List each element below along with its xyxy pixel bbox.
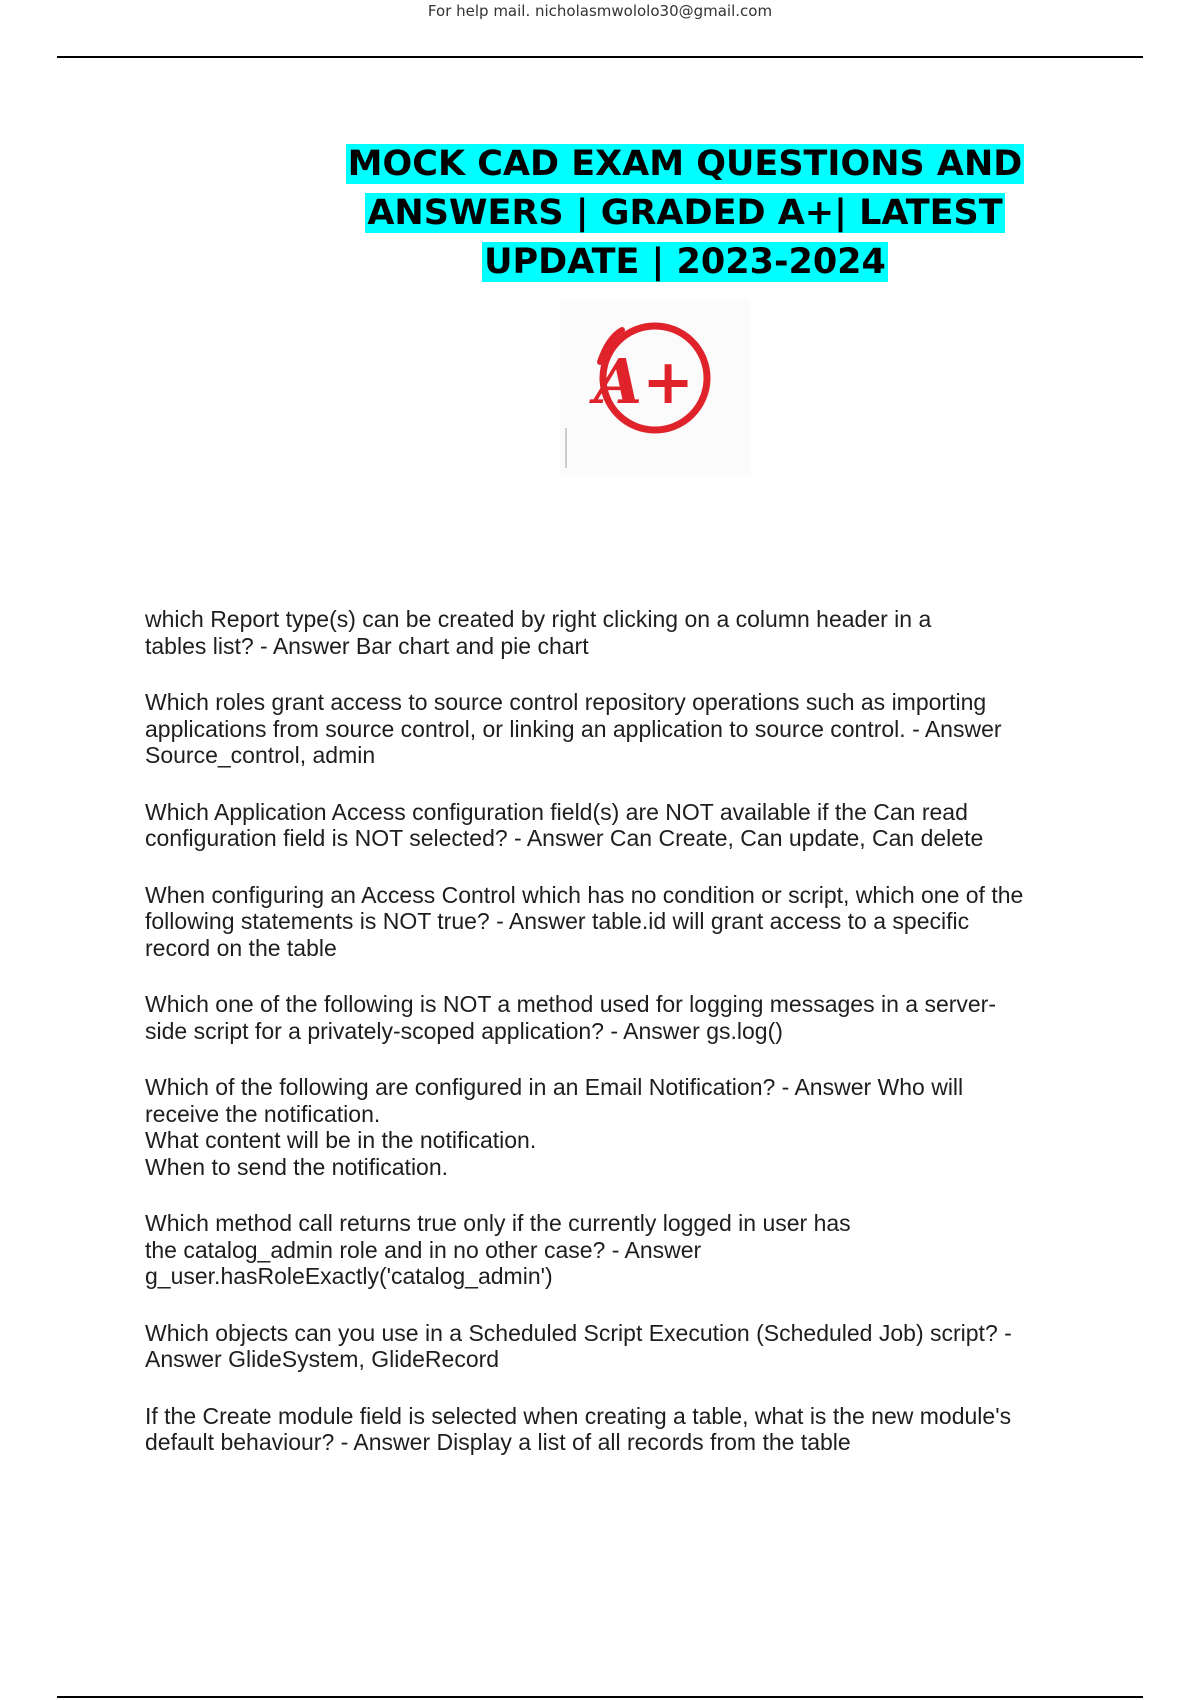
qa-item: Which roles grant access to source control repository operations such as importing applications from source control, or linking an application to source control. - Answer Source_control, admin <box>145 689 1002 768</box>
bottom-divider <box>57 1696 1143 1698</box>
qa-list <box>145 606 1085 1486</box>
grade-a-plus-stamp <box>560 300 750 475</box>
qa-item: which Report type(s) can be created by right clicking on a column header in a tables list? - Answer Bar chart and pie chart <box>145 606 932 659</box>
qa-item: Which Application Access configuration field(s) are NOT available if the Can read configuration field is NOT selected? - Answer Can Create, Can update, Can delete <box>145 798 984 851</box>
title-line-2: ANSWERS | GRADED A+| LATEST <box>367 193 1003 233</box>
document-title <box>300 140 1070 287</box>
title-line-3: UPDATE | 2023-2024 <box>484 242 886 282</box>
stamp-text: A+ <box>593 345 695 418</box>
help-email-header: For help mail. nicholasmwololo30@gmail.com <box>427 2 773 20</box>
qa-item: If the Create module field is selected when creating a table, what is the new module's default behaviour? - Answer Display a list of all records from the table <box>145 1402 1012 1455</box>
qa-item: Which of the following are configured in an Email Notification? - Answer Who will receive the notification. What content will be in the notification. When to send the notification. <box>145 1074 964 1180</box>
qa-item: Which objects can you use in a Scheduled Script Execution (Scheduled Job) script? - Answer GlideSystem, GlideRecord <box>145 1319 1012 1372</box>
title-line-1: MOCK CAD EXAM QUESTIONS AND <box>347 144 1023 184</box>
qa-item: Which one of the following is NOT a method used for logging messages in a server- side script for a privately-scoped application? - Answer gs.log() <box>145 991 996 1044</box>
qa-item: Which method call returns true only if the currently logged in user has the catalog_admin role and in no other case? - Answer g_user.hasRoleExactly('catalog_admin') <box>145 1210 851 1289</box>
qa-item: When configuring an Access Control which has no condition or script, which one of the following statements is NOT true? - Answer table.id will grant access to a specific record on the table <box>145 881 1024 961</box>
top-divider <box>57 56 1143 58</box>
